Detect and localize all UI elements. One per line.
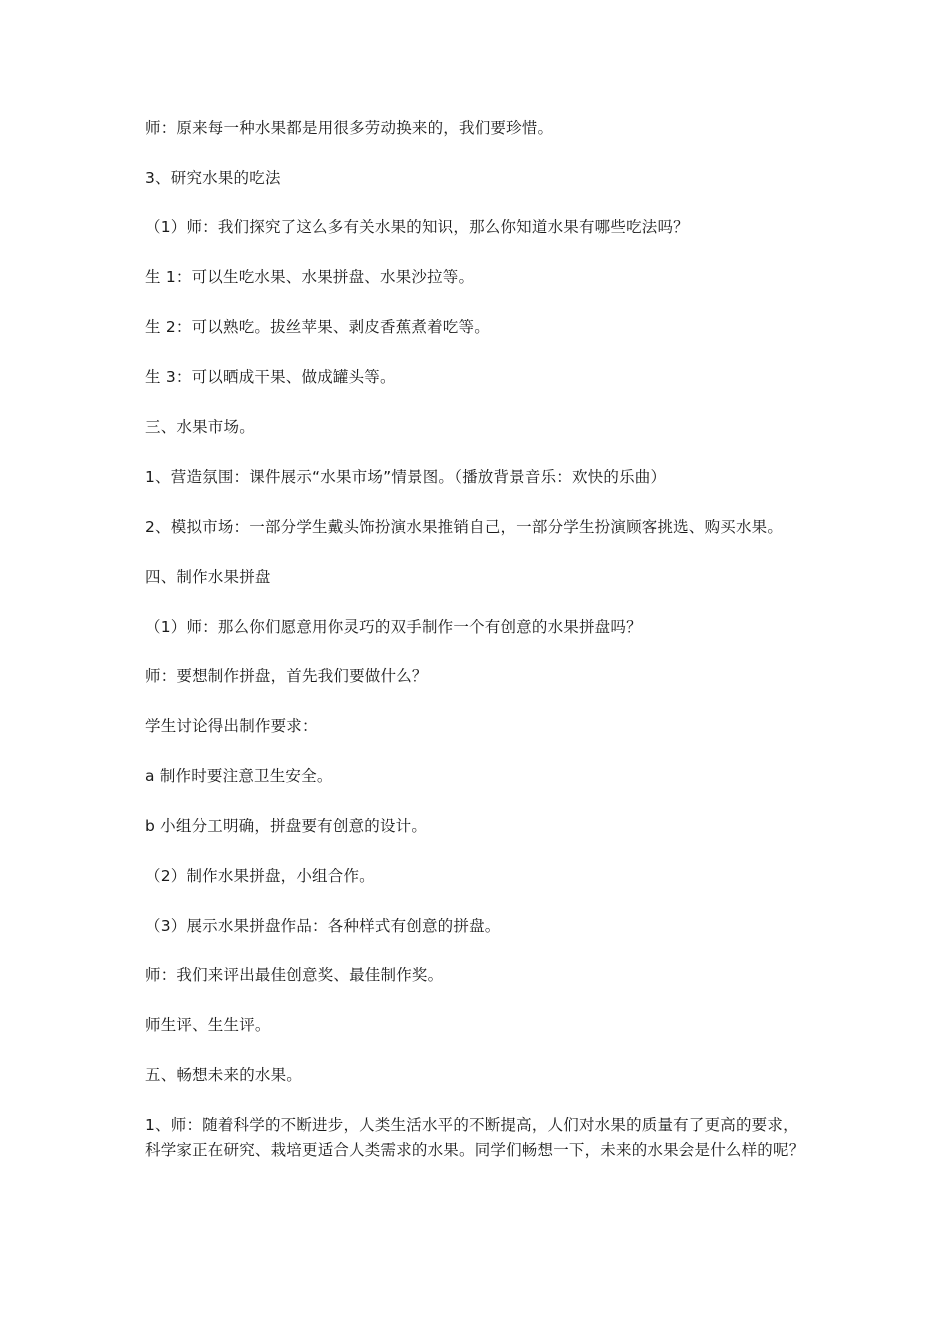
paragraph: （3）展示水果拼盘作品：各种样式有创意的拼盘。 — [145, 917, 501, 935]
paragraph: 师：要想制作拼盘，首先我们要做什么？ — [145, 667, 428, 685]
paragraph: 2、模拟市场：一部分学生戴头饰扮演水果推销自己，一部分学生扮演顾客挑选、购买水果。 — [145, 518, 784, 536]
list-item: b 小组分工明确，拼盘要有创意的设计。 — [145, 817, 428, 835]
paragraph: 生 3：可以晒成干果、做成罐头等。 — [145, 368, 396, 386]
paragraph: 生 2：可以熟吃。拔丝苹果、剥皮香蕉煮着吃等。 — [145, 318, 490, 336]
section-heading: 3、研究水果的吃法 — [145, 169, 281, 187]
paragraph: （2）制作水果拼盘，小组合作。 — [145, 867, 375, 885]
paragraph: 师生评、生生评。 — [145, 1016, 271, 1034]
paragraph: （1）师：我们探究了这么多有关水果的知识，那么你知道水果有哪些吃法吗？ — [145, 218, 689, 236]
paragraph: （1）师：那么你们愿意用你灵巧的双手制作一个有创意的水果拼盘吗？ — [145, 618, 642, 636]
section-heading: 四、制作水果拼盘 — [145, 568, 271, 586]
paragraph: 学生讨论得出制作要求： — [145, 717, 318, 735]
section-heading: 五、畅想未来的水果。 — [145, 1066, 303, 1084]
list-item: a 制作时要注意卫生安全。 — [145, 767, 333, 785]
section-heading: 三、水果市场。 — [145, 418, 255, 436]
paragraph: 1、师：随着科学的不断进步，人类生活水平的不断提高，人们对水果的质量有了更高的要求，科学家正在研究、栽培更适合人类需求的水果。同学们畅想一下，未来的水果会是什么样的呢？ — [145, 1116, 805, 1159]
paragraph: 生 1：可以生吃水果、水果拼盘、水果沙拉等。 — [145, 268, 475, 286]
paragraph: 师：原来每一种水果都是用很多劳动换来的，我们要珍惜。 — [145, 119, 554, 137]
paragraph: 师：我们来评出最佳创意奖、最佳制作奖。 — [145, 966, 444, 984]
paragraph: 1、营造氛围：课件展示“水果市场”情景图。（播放背景音乐：欢快的乐曲） — [145, 468, 667, 486]
